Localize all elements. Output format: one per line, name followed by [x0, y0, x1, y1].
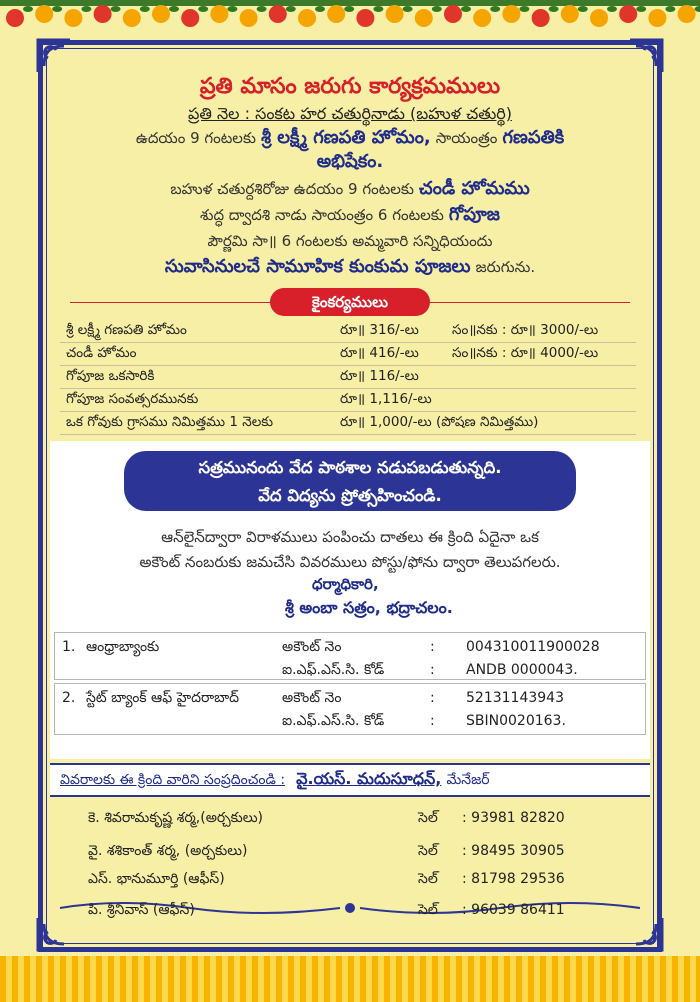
- corner-ornament-icon: [36, 38, 72, 74]
- flower-icon: [152, 5, 170, 23]
- flower-icon: [35, 5, 53, 23]
- flower-icon: [298, 9, 316, 27]
- account-number: 004310011900028: [466, 639, 600, 655]
- service-name: గోపూజ ఒకసారికి: [66, 368, 155, 384]
- leaf-icon: [111, 6, 121, 12]
- ifsc-code: SBIN0020163.: [466, 713, 566, 729]
- leaf-icon: [432, 6, 442, 12]
- leaf-icon: [140, 6, 150, 12]
- flower-icon: [356, 9, 374, 27]
- flower-icon: [64, 9, 82, 27]
- flower-icon: [181, 9, 199, 27]
- trustee-title: ధర్మాధికారి,: [312, 575, 379, 593]
- service-price: రూ॥ 1,000/-లు (పోషణ నిమిత్తము): [340, 414, 539, 430]
- colon-separator: :: [430, 639, 435, 655]
- flower-icon: [123, 9, 141, 27]
- leaf-icon: [490, 6, 500, 12]
- flower-icon: [415, 9, 433, 27]
- leaf-icon: [578, 6, 588, 12]
- service-name: చండీ హోమం: [66, 345, 137, 361]
- service-price: రూ॥ 316/-లు: [340, 322, 419, 338]
- colon-separator: :: [430, 713, 435, 729]
- flower-icon: [648, 9, 666, 27]
- veda-school-banner: సత్రమునందు వేద పాఠశాల నడుపబడుతున్నది. వేద విద్యను ప్రోత్సహించండి.: [124, 451, 576, 511]
- service-annual-price: సం॥నకు : రూ॥ 4000/-లు: [452, 345, 599, 361]
- leaf-icon: [169, 6, 179, 12]
- row-divider: [60, 342, 636, 343]
- schedule-line-2: ఉదయం 9 గంటలకు శ్రీ లక్ష్మీ గణపతి హోమం, సాయంత్రం గణపతికి: [135, 127, 565, 148]
- colon-separator: :: [430, 662, 435, 678]
- leaf-icon: [403, 6, 413, 12]
- trustee-name: శ్రీ అంబా సత్రం, భద్రాచలం.: [285, 598, 453, 617]
- bank-number: 1.: [62, 639, 76, 655]
- leaf-icon: [257, 6, 267, 12]
- flower-icon: [532, 9, 550, 27]
- service-name: ఒక గోవుకు గ్రాసము నిమిత్తము 1 నెలకు: [66, 414, 273, 430]
- ifsc-code: ANDB 0000043.: [466, 662, 578, 678]
- bottom-border-band: [0, 956, 700, 1002]
- services-banner: కైంకర్యములు: [270, 288, 430, 316]
- flower-icon: [386, 5, 404, 23]
- service-name: శ్రీ లక్ష్మీ గణపతి హోమం: [66, 322, 187, 338]
- row-divider: [60, 365, 636, 366]
- flower-icon: [210, 5, 228, 23]
- online-donation-line-1: ఆన్‌లైన్‌ద్వారా విరాళములు పంపించు దాతలు ఈ క్రింది ఏదైనా ఒక: [161, 528, 539, 546]
- service-name: గోపూజ సంవత్సరమునకు: [66, 391, 199, 407]
- leaf-icon: [665, 6, 675, 12]
- flower-garland: [0, 0, 700, 32]
- leaf-icon: [607, 6, 617, 12]
- corner-ornament-icon: [36, 916, 72, 952]
- service-price: రూ॥ 416/-లు: [340, 345, 419, 361]
- contact-name: ఎస్. భానుమూర్తి (ఆఫీస్): [88, 871, 225, 887]
- page-title: ప్రతి మాసం జరుగు కార్యక్రమములు: [199, 74, 501, 99]
- manager-title: మేనేజర్: [446, 772, 490, 788]
- cell-label: సెల్: [418, 843, 438, 859]
- phone-number: : 98495 30905: [462, 843, 565, 859]
- bank-name: స్టేట్ బ్యాంక్ ఆఫ్ హైదరాబాద్: [86, 690, 239, 706]
- flower-icon: [240, 9, 258, 27]
- schedule-line-6: పౌర్ణమి సా॥ 6 గంటలకు అమ్మవారి సన్నిధియందు: [207, 232, 493, 250]
- leaf-icon: [315, 6, 325, 12]
- service-price: రూ॥ 1,116/-లు: [340, 391, 432, 407]
- flower-icon: [444, 5, 462, 23]
- leaf-icon: [227, 6, 237, 12]
- bank-number: 2.: [62, 690, 76, 706]
- leaf-icon: [286, 6, 296, 12]
- leaf-icon: [52, 6, 62, 12]
- monthly-schedule-line: ప్రతి నెల : సంకట హర చతుర్థినాడు (బహుళ చతుర్థి): [187, 104, 513, 123]
- flower-icon: [619, 5, 637, 23]
- colon-separator: :: [430, 690, 435, 706]
- leaf-icon: [519, 6, 529, 12]
- row-divider: [60, 434, 636, 435]
- account-label: అకౌంట్ నెం: [282, 690, 342, 706]
- cell-label: సెల్: [418, 902, 438, 918]
- corner-ornament-icon: [628, 916, 664, 952]
- leaf-icon: [344, 6, 354, 12]
- cell-label: సెల్: [418, 810, 438, 826]
- cell-label: సెల్: [418, 871, 438, 887]
- phone-number: : 93981 82820: [462, 810, 565, 826]
- schedule-line-4: బహుళ చతుర్దశిరోజు ఉదయం 9 గంటలకు చండీ హోమము: [170, 178, 530, 199]
- leaf-icon: [81, 6, 91, 12]
- contact-name: పి. శ్రీనివాస్ (ఆఫీస్): [88, 902, 195, 918]
- flower-icon: [590, 9, 608, 27]
- schedule-line-3: అభిషేకం.: [316, 151, 384, 172]
- row-divider: [60, 411, 636, 412]
- row-divider: [60, 388, 636, 389]
- bank-name: ఆంధ్రాబ్యాంకు: [86, 639, 160, 655]
- account-label: అకౌంట్ నెం: [282, 639, 342, 655]
- contact-heading: వివరాలకు ఈ క్రింది వారిని సంప్రదించండి : వై.యస్. మదుసూధన్, మేనేజర్: [60, 769, 490, 788]
- flower-icon: [561, 5, 579, 23]
- schedule-line-7: సువాసినులచే సామూహిక కుంకుమ పూజలు జరుగును.: [164, 256, 536, 277]
- flower-icon: [327, 5, 345, 23]
- contact-name: వై. శశికాంత్ శర్మ, (అర్చకులు): [88, 843, 248, 859]
- online-donation-line-2: అకౌంట్ నంబరుకు జమచేసి వివరములు పోస్టు/ఫోను ద్వారా తెలుపగలరు.: [139, 553, 561, 571]
- leaf-icon: [461, 6, 471, 12]
- leaf-icon: [636, 6, 646, 12]
- phone-number: : 81798 29536: [462, 871, 565, 887]
- flower-icon: [473, 9, 491, 27]
- leaf-icon: [23, 6, 33, 12]
- flower-icon: [678, 5, 696, 23]
- flower-icon: [269, 5, 287, 23]
- manager-name: వై.యస్. మదుసూధన్,: [296, 769, 442, 788]
- contact-name: కె. శివరామకృష్ణ శర్మ,(అర్చకులు): [88, 810, 264, 826]
- phone-number: : 96039 86411: [462, 902, 565, 918]
- leaf-icon: [695, 6, 700, 12]
- corner-ornament-icon: [628, 38, 664, 74]
- ifsc-label: ఐ.ఎఫ్.ఎస్.సి. కోడ్: [282, 662, 385, 678]
- service-price: రూ॥ 116/-లు: [340, 368, 419, 384]
- ifsc-label: ఐ.ఎఫ్.ఎస్.సి. కోడ్: [282, 713, 385, 729]
- account-number: 52131143943: [466, 690, 564, 706]
- leaf-icon: [549, 6, 559, 12]
- leaf-icon: [373, 6, 383, 12]
- flower-icon: [502, 5, 520, 23]
- service-annual-price: సం॥నకు : రూ॥ 3000/-లు: [452, 322, 599, 338]
- flower-icon: [94, 5, 112, 23]
- schedule-line-5: శుద్ధ ద్వాదశి నాడు సాయంత్రం 6 గంటలకు గోపూజ: [200, 204, 500, 225]
- leaf-icon: [198, 6, 208, 12]
- flower-icon: [6, 9, 24, 27]
